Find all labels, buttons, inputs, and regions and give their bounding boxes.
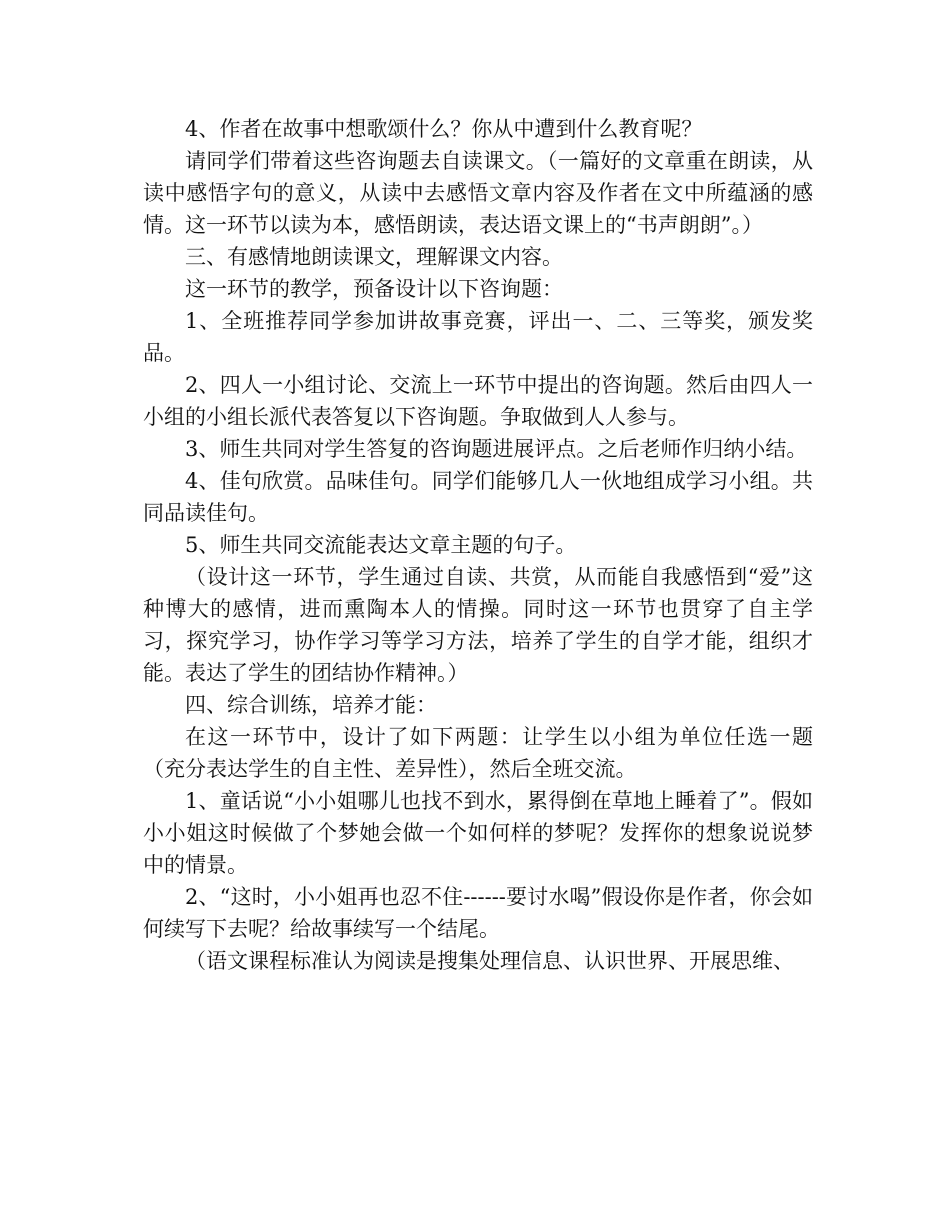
paragraph-curriculum-note: （语文课程标准认为阅读是搜集处理信息、认识世界、开展思维、: [185, 949, 794, 973]
list-item-4: 4、佳句欣赏。品味佳句。同学们能够几人一伙地组成学习小组。共同品读佳句。: [143, 469, 813, 525]
list-item-5: 5、师生共同交流能表达文章主题的句子。: [185, 533, 577, 557]
document-body: [143, 113, 813, 977]
paragraph-design-intro: 这一环节的教学，预备设计以下咨询题：: [185, 277, 563, 301]
section-heading-3: 三、有感情地朗读课文，理解课文内容。: [185, 245, 563, 269]
paragraph-exercise-intro: 在这一环节中，设计了如下两题：让学生以小组为单位任选一题（充分表达学生的自主性、差异性），然后全班交流。: [143, 725, 813, 781]
paragraph-design-note: （设计这一环节，学生通过自读、共赏，从而能自我感悟到“爱”这种博大的感情，进而熏陶本人的情操。同时这一环节也贯穿了自主学习，探究学习，协作学习等学习方法，培养了学生的自学才能，组织才能。表达了学生的团结协作精神。）: [143, 565, 813, 685]
list-item-3: 3、师生共同对学生答复的咨询题进展评点。之后老师作归纳小结。: [185, 437, 808, 461]
exercise-item-1: 1、童话说“小小姐哪儿也找不到水，累得倒在草地上睡着了”。假如小小姐这时候做了个梦她会做一个如何样的梦呢？发挥你的想象说说梦中的情景。: [143, 789, 813, 877]
section-heading-4: 四、综合训练，培养才能：: [185, 693, 437, 717]
list-item-2: 2、四人一小组讨论、交流上一环节中提出的咨询题。然后由四人一小组的小组长派代表答复以下咨询题。争取做到人人参与。: [143, 373, 813, 429]
exercise-item-2: 2、“这时，小小姐再也忍不住------要讨水喝”假设你是作者，你会如何续写下去呢？给故事续写一个结尾。: [143, 885, 813, 941]
paragraph-question-4: 4、作者在故事中想歌颂什么？你从中遭到什么教育呢？: [185, 117, 703, 141]
list-item-1: 1、全班推荐同学参加讲故事竞赛，评出一、二、三等奖，颁发奖品。: [143, 309, 813, 365]
paragraph-reading-instruction: 请同学们带着这些咨询题去自读课文。（一篇好的文章重在朗读，从读中感悟字句的意义，从读中去感悟文章内容及作者在文中所蕴涵的感情。这一环节以读为本，感悟朗读，表达语文课上的“书声朗朗”。）: [143, 149, 813, 237]
